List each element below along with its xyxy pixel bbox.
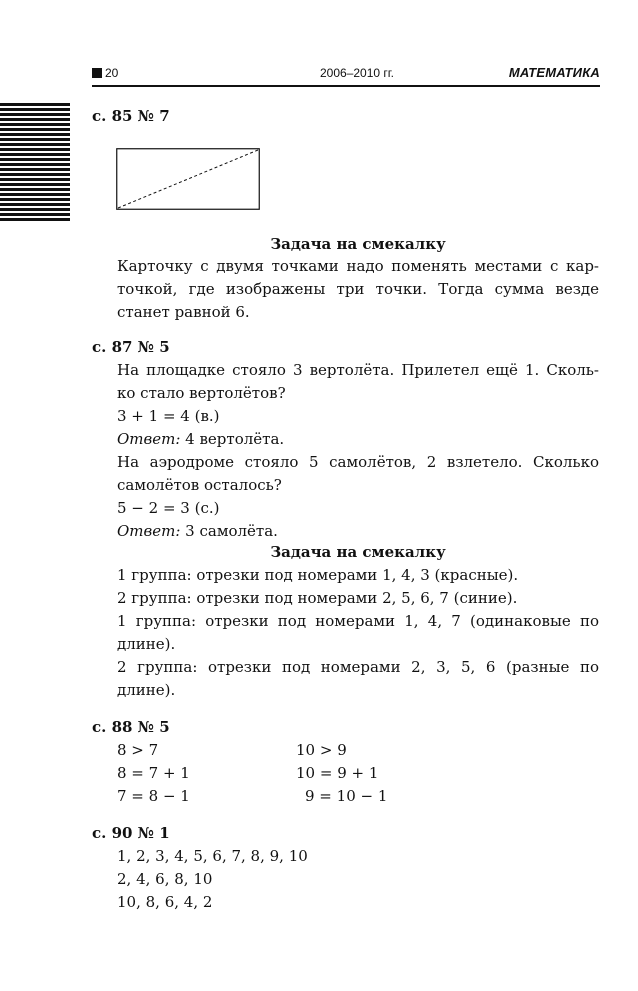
compare-left-2: 8 = 7 + 1 [117, 764, 190, 782]
s1-line-3: станет равной 6. [117, 303, 250, 321]
s2-answer-1 [117, 430, 284, 448]
section-title-90-1: с. 90 № 1 [92, 824, 170, 842]
group-line-4: 2 группа: отрезки под номерами 2, 3, 5, 6 (разные по [117, 658, 599, 676]
decorative-stripes [0, 103, 70, 223]
s1-line-2: точкой, где изображены три точки. Тогда сумма везде [117, 280, 599, 298]
sequence-line-2: 2, 4, 6, 8, 10 [117, 870, 213, 888]
s2-expression-1: 3 + 1 = 4 (в.) [117, 407, 220, 425]
section-title-88-5: с. 88 № 5 [92, 718, 170, 736]
group-line-4-cont: длине). [117, 681, 176, 699]
card-diagram [116, 148, 260, 210]
s2-line-3: На аэродроме стояло 5 самолётов, 2 взлетело. Сколько [117, 453, 599, 471]
s2-expression-2: 5 − 2 = 3 (с.) [117, 499, 220, 517]
compare-left-3: 7 = 8 − 1 [117, 787, 190, 805]
s2-line-2: ко стало вертолётов? [117, 384, 286, 402]
section-title-85-7: с. 85 № 7 [92, 107, 170, 125]
s2-line-4: самолётов осталось? [117, 476, 282, 494]
compare-right-3: 9 = 10 − 1 [305, 787, 388, 805]
group-line-3-cont: длине). [117, 635, 176, 653]
group-line-1: 1 группа: отрезки под номерами 1, 4, 3 (красные). [117, 566, 519, 584]
compare-left-1: 8 > 7 [117, 741, 159, 759]
s2-line-1: На площадке стояло 3 вертолёта. Прилетел ещё 1. Сколь- [117, 361, 599, 379]
puzzle-title-2: Задача на смекалку [270, 543, 446, 561]
sequence-line-1: 1, 2, 3, 4, 5, 6, 7, 8, 9, 10 [117, 847, 308, 865]
answer-text: 3 самолёта. [180, 522, 278, 540]
square-bullet-icon [92, 68, 102, 78]
sequence-line-3: 10, 8, 6, 4, 2 [117, 893, 213, 911]
compare-right-2: 10 = 9 + 1 [296, 764, 379, 782]
header-years: 2006–2010 гг. [319, 66, 395, 80]
page-number: 20 [105, 66, 119, 80]
header-subject: МАТЕМАТИКА [508, 65, 600, 80]
page-header [92, 66, 600, 84]
section-title-87-5: с. 87 № 5 [92, 338, 170, 356]
s1-line-1: Карточку с двумя точками надо поменять местами с кар- [117, 257, 599, 275]
answer-label: Ответ: [117, 430, 181, 448]
puzzle-title-1: Задача на смекалку [270, 235, 446, 253]
group-line-3: 1 группа: отрезки под номерами 1, 4, 7 (одинаковые по [117, 612, 599, 630]
compare-right-1: 10 > 9 [296, 741, 347, 759]
card-rectangle [117, 149, 260, 210]
s2-answer-2 [117, 522, 278, 540]
answer-label: Ответ: [117, 522, 181, 540]
card-diagonal [118, 150, 258, 208]
answer-text: 4 вертолёта. [180, 430, 285, 448]
group-line-2: 2 группа: отрезки под номерами 2, 5, 6, 7 (синие). [117, 589, 518, 607]
header-rule [92, 85, 600, 87]
